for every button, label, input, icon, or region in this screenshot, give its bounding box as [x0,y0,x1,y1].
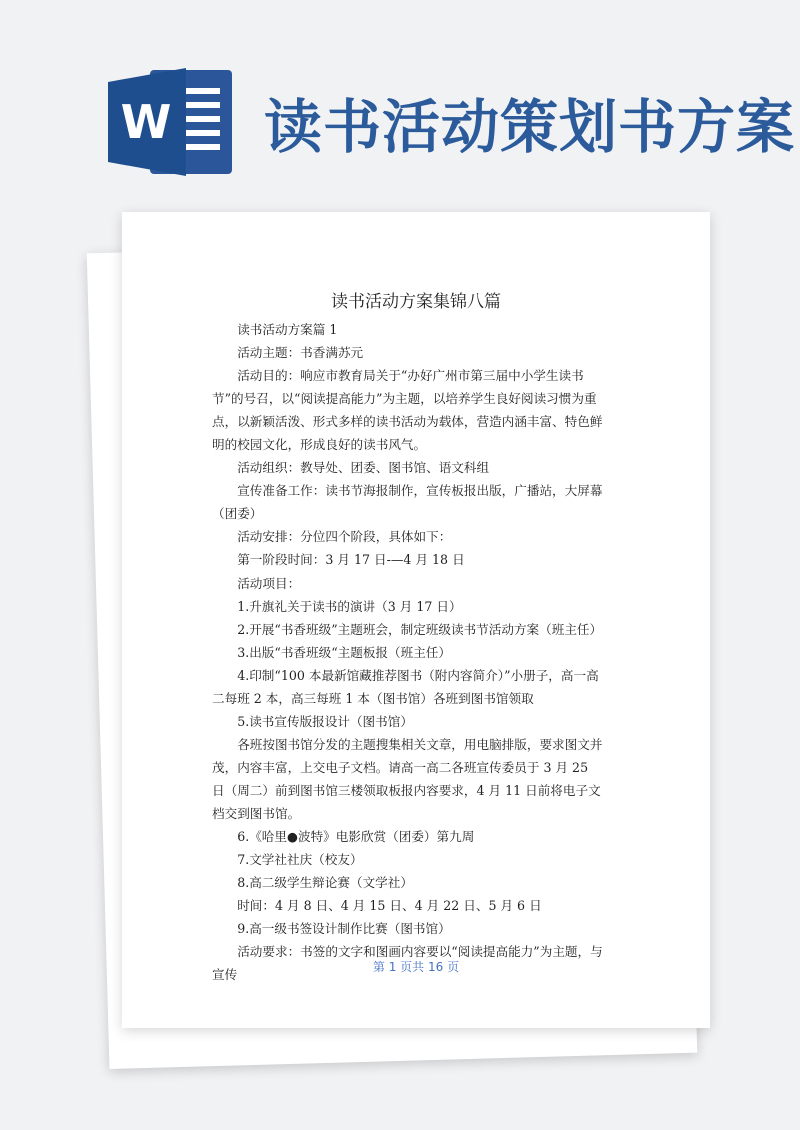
paragraph: 8.高二级学生辩论赛（文学社） [237,875,413,891]
word-document-icon [108,62,236,180]
paragraph: 时间：4 月 8 日、4 月 15 日、4 月 22 日、5 月 6 日 [237,898,542,914]
paragraph: 活动组织：教导处、团委、图书馆、语文科组 [237,460,490,476]
paragraph: 宣传准备工作：读书节海报制作，宣传板报出版，广播站，大屏幕（团委） [212,483,603,522]
paragraph: 6.《哈里●波特》电影欣赏（团委）第九周 [237,829,475,845]
paragraph: 活动项目： [237,575,301,591]
document-body [212,318,604,986]
page-number-footer: 第 1 页共 16 页 [372,960,460,974]
paragraph: 第一阶段时间：3 月 17 日-—4 月 18 日 [237,552,465,568]
paragraph: 4.印制“100 本最新馆藏推荐图书（附内容简介）”小册子，高一高二每班 2 本，高三每班 1 本（图书馆）各班到图书馆领取 [212,667,599,706]
banner-title: 读书活动策划书方案 [264,93,796,161]
paragraph: 活动目的：响应市教育局关于“办好广州市第三届中小学生读书节”的号召，以“阅读提高能力”为主题，以培养学生良好阅读习惯为重点，以新颖活泼、形式多样的读书活动为载体，营造内涵丰富、特色鲜明的校园文化，形成良好的读书风气。 [212,368,603,453]
word-logo-letter: W [120,95,172,149]
paragraph: 活动主题：书香满苏元 [237,345,364,361]
paragraph: 7.文学社社庆（校友） [237,852,363,868]
document-title: 读书活动方案集锦八篇 [331,292,501,312]
document-page [122,212,710,1028]
paragraph: 读书活动方案篇 1 [237,322,338,337]
paragraph: 2.开展“书香班级”主题班会，制定班级读书节活动方案（班主任） [237,621,603,637]
paragraph: 活动要求：书签的文字和图画内容要以“阅读提高能力”为主题，与宣传 [212,944,603,983]
paragraph: 1.升旗礼关于读书的演讲（3 月 17 日） [237,598,462,614]
paragraph: 活动安排：分位四个阶段，具体如下： [237,529,452,545]
paragraph: 9.高一级书签设计制作比赛（图书馆） [237,921,451,937]
paragraph: 5.读书宣传版报设计（图书馆） [237,713,413,729]
paragraph: 3.出版“书香班级“主题板报（班主任） [237,644,451,660]
paragraph: 各班按图书馆分发的主题搜集相关文章，用电脑排版，要求图文并茂，内容丰富，上交电子文档。请高一高二各班宣传委员于 3 月 25 日（周二）前到图书馆三楼领取板报内容要求，4 月 11 日前将电子文档交到图书馆。 [212,736,603,821]
